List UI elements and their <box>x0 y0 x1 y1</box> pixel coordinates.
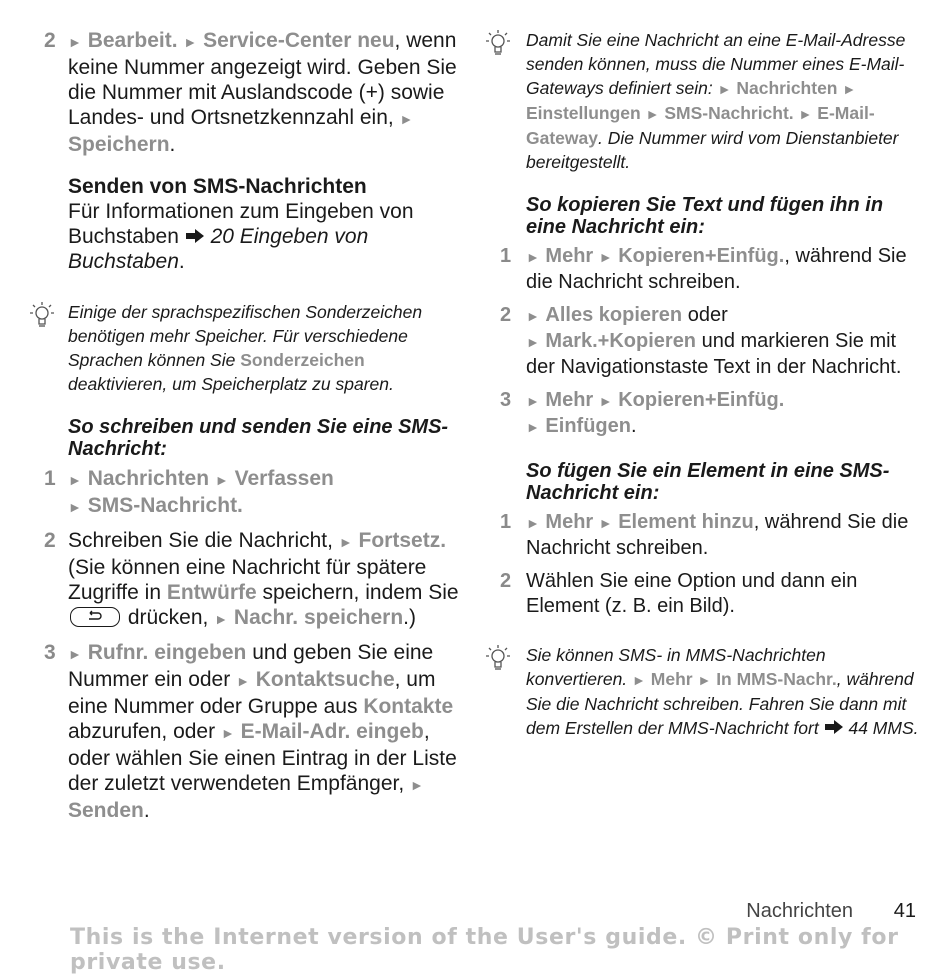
step-text: (Sie können eine Nachricht für spätere Zugriffe in <box>68 556 427 604</box>
step-text: , oder wählen Sie einen Eintrag in der Liste der zuletzt verwendeten Empfänger, <box>68 720 457 795</box>
tip-special-chars <box>36 300 466 396</box>
procedure-title: So schreiben und senden Sie eine SMS-Nachricht: <box>68 416 449 460</box>
step-text: und markieren Sie mit der Navigationstaste Text in der Nachricht. <box>526 330 902 378</box>
step-number: 3 <box>500 389 512 411</box>
arrow-icon: ► <box>645 106 660 122</box>
menu-mehr: Mehr <box>545 245 594 267</box>
step-2-write <box>36 528 466 632</box>
left-column <box>36 28 466 831</box>
step-number: 2 <box>44 529 56 552</box>
reference-arrow-icon <box>185 228 205 244</box>
section-title: Senden von SMS-Nachrichten <box>68 175 367 198</box>
step-text-end: . <box>630 415 637 437</box>
procedure-title-element: So fügen Sie ein Element in eine SMS-Nachricht ein: <box>526 460 890 504</box>
step-text-end: .) <box>403 606 416 629</box>
tip-text: Einige der sprachspezifischen Sonderzeichen benötigen mehr Speicher. Für verschiedene Sprachen können Sie <box>68 302 423 370</box>
menu-nachrichten: Nachrichten <box>87 467 210 490</box>
step-text: , während Sie die Nachricht schreiben. <box>526 511 909 559</box>
step-text: abzurufen, oder <box>68 720 221 743</box>
step-1-copy <box>484 244 924 295</box>
menu-entwuerfe: Entwürfe <box>166 581 257 604</box>
step-text: Schreiben Sie die Nachricht, <box>68 529 339 552</box>
arrow-icon: ► <box>697 672 712 688</box>
arrow-icon: ► <box>842 81 857 97</box>
tip-text: Damit Sie eine Nachricht an eine E-Mail-Adresse senden können, muss die Nummer eines E-Mail-Gateways definiert sein: <box>526 30 906 98</box>
step-text: und geben Sie eine Nummer ein oder <box>68 641 434 691</box>
arrow-icon: ► <box>598 249 613 265</box>
menu-email-adr-eingeb: E-Mail-Adr. eingeb <box>240 720 424 743</box>
menu-sms-nachricht: SMS-Nachricht. <box>87 494 243 517</box>
arrow-icon: ► <box>717 81 732 97</box>
lightbulb-icon <box>484 643 512 673</box>
step-text: Wählen Sie eine Option und dann ein Element (z. B. ein Bild). <box>526 570 858 617</box>
arrow-icon: ► <box>526 334 540 350</box>
arrow-icon: ► <box>68 472 82 488</box>
menu-service-center-neu: Service-Center neu <box>203 29 395 52</box>
menu-sms-nachricht: SMS-Nachricht. <box>664 103 794 123</box>
menu-einfuegen: Einfügen <box>545 415 631 437</box>
menu-speichern: Speichern <box>68 133 170 156</box>
arrow-icon: ► <box>632 672 646 688</box>
menu-nachr-speichern: Nachr. speichern <box>233 606 404 629</box>
arrow-icon: ► <box>183 34 198 50</box>
arrow-icon: ► <box>68 34 82 50</box>
arrow-icon: ► <box>526 419 540 435</box>
arrow-icon: ► <box>68 499 82 515</box>
arrow-icon: ► <box>798 106 813 122</box>
menu-mark-kopieren: Mark.+Kopieren <box>545 330 697 352</box>
tip-text: , während Sie die Nachricht schreiben. Fahren Sie dann mit dem Erstellen der MMS-Nachricht fort <box>526 669 914 738</box>
step-number: 1 <box>500 245 512 267</box>
menu-einstellungen: Einstellungen <box>526 103 641 123</box>
menu-kontakte: Kontakte <box>363 695 454 718</box>
procedure-title-copy: So kopieren Sie Text und fügen ihn in eine Nachricht ein: <box>526 194 884 238</box>
menu-sonderzeichen: Sonderzeichen <box>240 350 365 370</box>
arrow-icon: ► <box>598 515 613 531</box>
step-text: drücken, <box>122 606 215 629</box>
menu-in-mms-nachr: In MMS-Nachr. <box>716 669 837 689</box>
menu-rufnr-eingeben: Rufnr. eingeben <box>87 641 247 664</box>
watermark-text: This is the Internet version of the User's guide. © Print only for private use. <box>70 925 899 975</box>
step-2-service-center <box>36 28 466 157</box>
reference-arrow-icon <box>824 719 844 735</box>
arrow-icon: ► <box>526 393 540 409</box>
arrow-icon: ► <box>410 777 424 793</box>
section-body <box>36 199 466 274</box>
menu-kopieren-einfueg: Kopieren+Einfüg. <box>618 245 785 267</box>
arrow-icon: ► <box>220 725 235 741</box>
arrow-icon: ► <box>526 249 540 265</box>
step-text: oder <box>682 304 728 326</box>
step-1-compose <box>36 466 466 520</box>
tip-text-end: . <box>913 718 919 738</box>
menu-kopieren-einfueg: Kopieren+Einfüg. <box>618 389 785 411</box>
section-reference: 20 Eingeben von Buchstaben <box>68 225 369 273</box>
tip-text: Sie können SMS- in MMS-Nachrichten konvertieren. <box>526 645 826 689</box>
tip-convert-mms <box>484 643 924 740</box>
step-2-element <box>484 569 924 619</box>
step-number: 2 <box>500 304 512 326</box>
lightbulb-icon <box>484 28 512 58</box>
step-text: , wenn keine Nummer angezeigt wird. Geben Sie die Nummer mit Auslandscode (+) sowie Landes- und Ortsnetzkennzahl ein, <box>68 29 457 129</box>
back-key-icon <box>70 607 120 627</box>
menu-mehr: Mehr <box>650 669 693 689</box>
tip-text-end: deaktivieren, um Speicherplatz zu sparen. <box>68 374 394 394</box>
step-number: 1 <box>44 467 56 490</box>
arrow-icon: ► <box>338 534 353 550</box>
arrow-icon: ► <box>68 646 82 662</box>
menu-alles-kopieren: Alles kopieren <box>545 304 683 326</box>
step-number: 2 <box>500 570 512 592</box>
tip-reference: 44 MMS <box>848 718 914 738</box>
step-text-end: . <box>143 799 150 822</box>
menu-verfassen: Verfassen <box>234 467 334 490</box>
menu-email-gateway: E-Mail-Gateway <box>526 103 875 148</box>
section-text-end: . <box>178 250 185 273</box>
step-3-paste <box>484 388 924 440</box>
menu-fortsetz: Fortsetz. <box>358 529 447 552</box>
arrow-icon: ► <box>526 515 540 531</box>
step-text: speichern, indem Sie <box>256 581 459 604</box>
step-number: 1 <box>500 511 512 533</box>
lightbulb-icon <box>28 300 56 330</box>
menu-element-hinzu: Element hinzu <box>618 511 754 533</box>
menu-kontaktsuche: Kontaktsuche <box>255 668 395 691</box>
menu-senden: Senden <box>68 799 144 822</box>
right-column <box>484 28 924 740</box>
step-text: , um eine Nummer oder Gruppe aus <box>68 668 436 718</box>
page-number: 41 <box>893 900 916 922</box>
step-1-element <box>484 510 924 561</box>
menu-bearbeit: Bearbeit. <box>87 29 178 52</box>
menu-mehr: Mehr <box>545 389 594 411</box>
arrow-icon: ► <box>526 308 540 324</box>
footer-section-name: Nachrichten <box>746 900 853 922</box>
tip-text-end: . Die Nummer wird vom Dienstanbieter bereitgestellt. <box>526 128 899 172</box>
step-text-end: . <box>169 133 176 156</box>
step-number: 2 <box>44 29 56 52</box>
step-text: , während Sie die Nachricht schreiben. <box>526 245 907 293</box>
step-2-copy-all <box>484 303 924 380</box>
menu-mehr: Mehr <box>545 511 594 533</box>
step-3-recipient <box>36 640 466 823</box>
menu-nachrichten: Nachrichten <box>736 78 838 98</box>
step-number: 3 <box>44 641 56 664</box>
arrow-icon: ► <box>598 393 613 409</box>
arrow-icon: ► <box>214 472 229 488</box>
arrow-icon: ► <box>214 611 229 627</box>
arrow-icon: ► <box>236 673 250 689</box>
arrow-icon: ► <box>399 111 414 127</box>
tip-email-gateway <box>484 28 924 174</box>
section-text: Für Informationen zum Eingeben von Buchstaben <box>68 200 414 248</box>
